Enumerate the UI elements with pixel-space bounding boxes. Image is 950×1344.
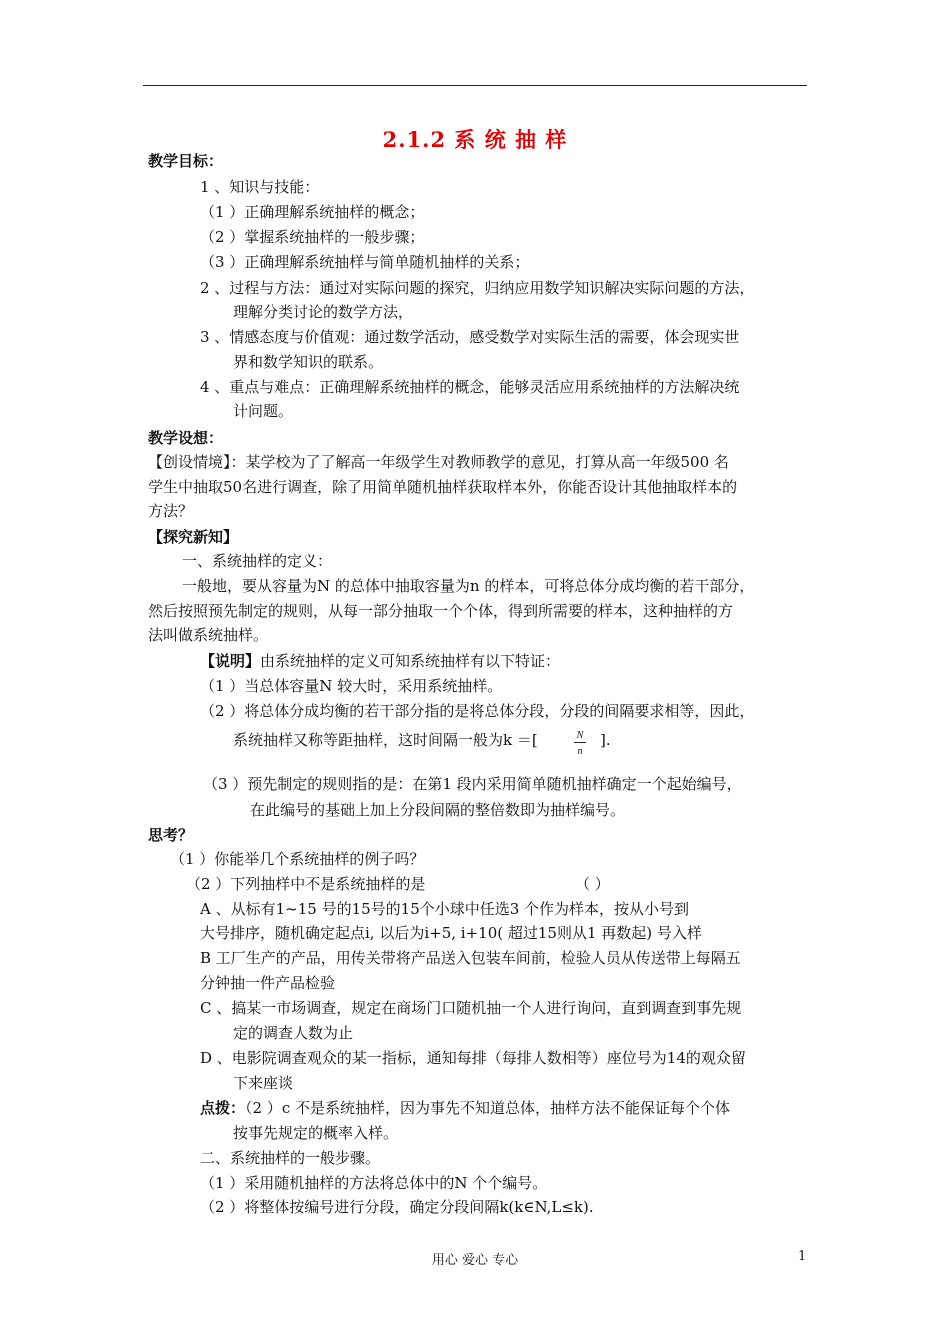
hint-cont: 按事先规定的概率入样。 — [233, 1124, 399, 1142]
section-heading-explore: 【探究新知】 — [148, 528, 239, 546]
note-item-3-cont: 在此编号的基础上加上分段间隔的整倍数即为抽样编号。 — [250, 801, 626, 819]
step-1: （1 ）采用随机抽样的方法将总体中的N 个个编号。 — [200, 1174, 548, 1192]
goal-4-cont: 计问题。 — [233, 402, 294, 420]
option-d: D 、电影院调查观众的某一指标，通知每排（每排人数相等）座位号为14的观众留 — [200, 1049, 746, 1067]
goal-1: 1 、知识与技能： — [200, 178, 320, 196]
note-label: 【说明】 — [200, 652, 261, 670]
hint-label: 点拨： — [200, 1099, 246, 1117]
option-d-cont: 下来座谈 — [233, 1074, 294, 1092]
section-heading-teaching-goals: 教学目标： — [148, 152, 224, 170]
fraction-numerator: N — [576, 730, 584, 741]
option-a: A 、从标有1~15 号的15号的15个小球中任选3 个作为样本，按从小号到 — [200, 900, 690, 918]
section-heading-think: 思考？ — [148, 826, 194, 844]
definition-line-2: 然后按照预先制定的规则，从每一部分抽取一个个体，得到所需要的样本，这种抽样的方 — [148, 602, 734, 620]
goal-1-item-3: （3 ）正确理解系统抽样与简单随机抽样的关系； — [200, 253, 530, 271]
footer-motto: 用心 爱心 专心 — [431, 1253, 519, 1268]
hint-line — [200, 1098, 730, 1118]
option-c-cont: 定的调查人数为止 — [233, 1024, 354, 1042]
definition-line-3: 法叫做系统抽样。 — [148, 626, 269, 644]
note-item-2: （2 ）将总体分成均衡的若干部分指的是将总体分段，分段的间隔要求相等，因此， — [200, 702, 755, 720]
note-item-3: （3 ）预先制定的规则指的是：在第1 段内采用简单随机抽样确定一个起始编号， — [203, 775, 742, 793]
definition-heading: 一、系统抽样的定义： — [182, 552, 333, 570]
steps-heading: 二、系统抽样的一般步骤。 — [200, 1149, 381, 1167]
option-a-cont: 大号排序，随机确定起点i, 以后为i+5, i+10( 超过15则从1 再数起) 号入样 — [200, 924, 702, 942]
goal-1-item-2: （2 ）掌握系统抽样的一般步骤； — [200, 228, 425, 246]
goal-3: 3 、情感态度与价值观：通过数学活动，感受数学对实际生活的需要，体会现实世 — [200, 328, 740, 346]
definition-line-1: 一般地，要从容量为N 的总体中抽取容量为n 的样本，可将总体分成均衡的若干部分， — [182, 577, 755, 595]
goal-2: 2 、过程与方法：通过对实际问题的探究，归纳应用数学知识解决实际问题的方法， — [200, 279, 755, 297]
option-b: B 工厂生产的产品，用传关带将产品送入包装车间前，检验人员从传送带上每隔五 — [200, 949, 741, 967]
goal-4: 4 、重点与难点：正确理解系统抽样的概念，能够灵活应用系统抽样的方法解决统 — [200, 378, 740, 396]
note-text: 由系统抽样的定义可知系统抽样有以下特证： — [260, 652, 561, 670]
fraction-denominator: n — [577, 746, 583, 757]
document-title: 2.1.2 系 统 抽 样 — [382, 127, 568, 152]
option-c: C 、搞某一市场调查，规定在商场门口随机抽一个人进行询问，直到调查到事先规 — [200, 999, 742, 1017]
goal-2-cont: 理解分类讨论的数学方法， — [233, 303, 414, 321]
hint-text: （2 ）c 不是系统抽样，因为事先不知道总体，抽样方法不能保证每个个体 — [245, 1099, 730, 1117]
fraction-close-bracket: ]. — [600, 731, 611, 749]
think-question-2: （2 ）下列抽样中不是系统抽样的是 — [186, 875, 426, 893]
note-item-1: （1 ）当总体容量N 较大时，采用系统抽样。 — [200, 677, 503, 695]
note-item-2-cont: 系统抽样又称等距抽样，这时间隔一般为k ＝[ — [233, 731, 538, 749]
fraction-bar — [574, 742, 586, 743]
scenario-line-1: 【创设情境】：某学校为了了解高一年级学生对教师教学的意见，打算从高一年级500 名 — [148, 453, 729, 471]
answer-blank: （ ） — [575, 875, 610, 893]
header-rule — [143, 85, 807, 86]
option-b-cont: 分钟抽一件产品检验 — [200, 974, 336, 992]
think-question-1: （1 ）你能举几个系统抽样的例子吗？ — [170, 850, 425, 868]
note-line — [200, 651, 560, 671]
goal-3-cont: 界和数学知识的联系。 — [233, 353, 384, 371]
section-heading-teaching-design: 教学设想： — [148, 429, 224, 447]
page-number: 1 — [798, 1249, 807, 1264]
scenario-line-2: 学生中抽取50名进行调查，除了用简单随机抽样获取样本外，你能否设计其他抽取样本的 — [148, 478, 738, 496]
scenario-line-3: 方法？ — [148, 502, 194, 520]
step-2: （2 ）将整体按编号进行分段，确定分段间隔k(k∈N,L≤k). — [200, 1198, 594, 1216]
goal-1-item-1: （1 ）正确理解系统抽样的概念； — [200, 203, 425, 221]
